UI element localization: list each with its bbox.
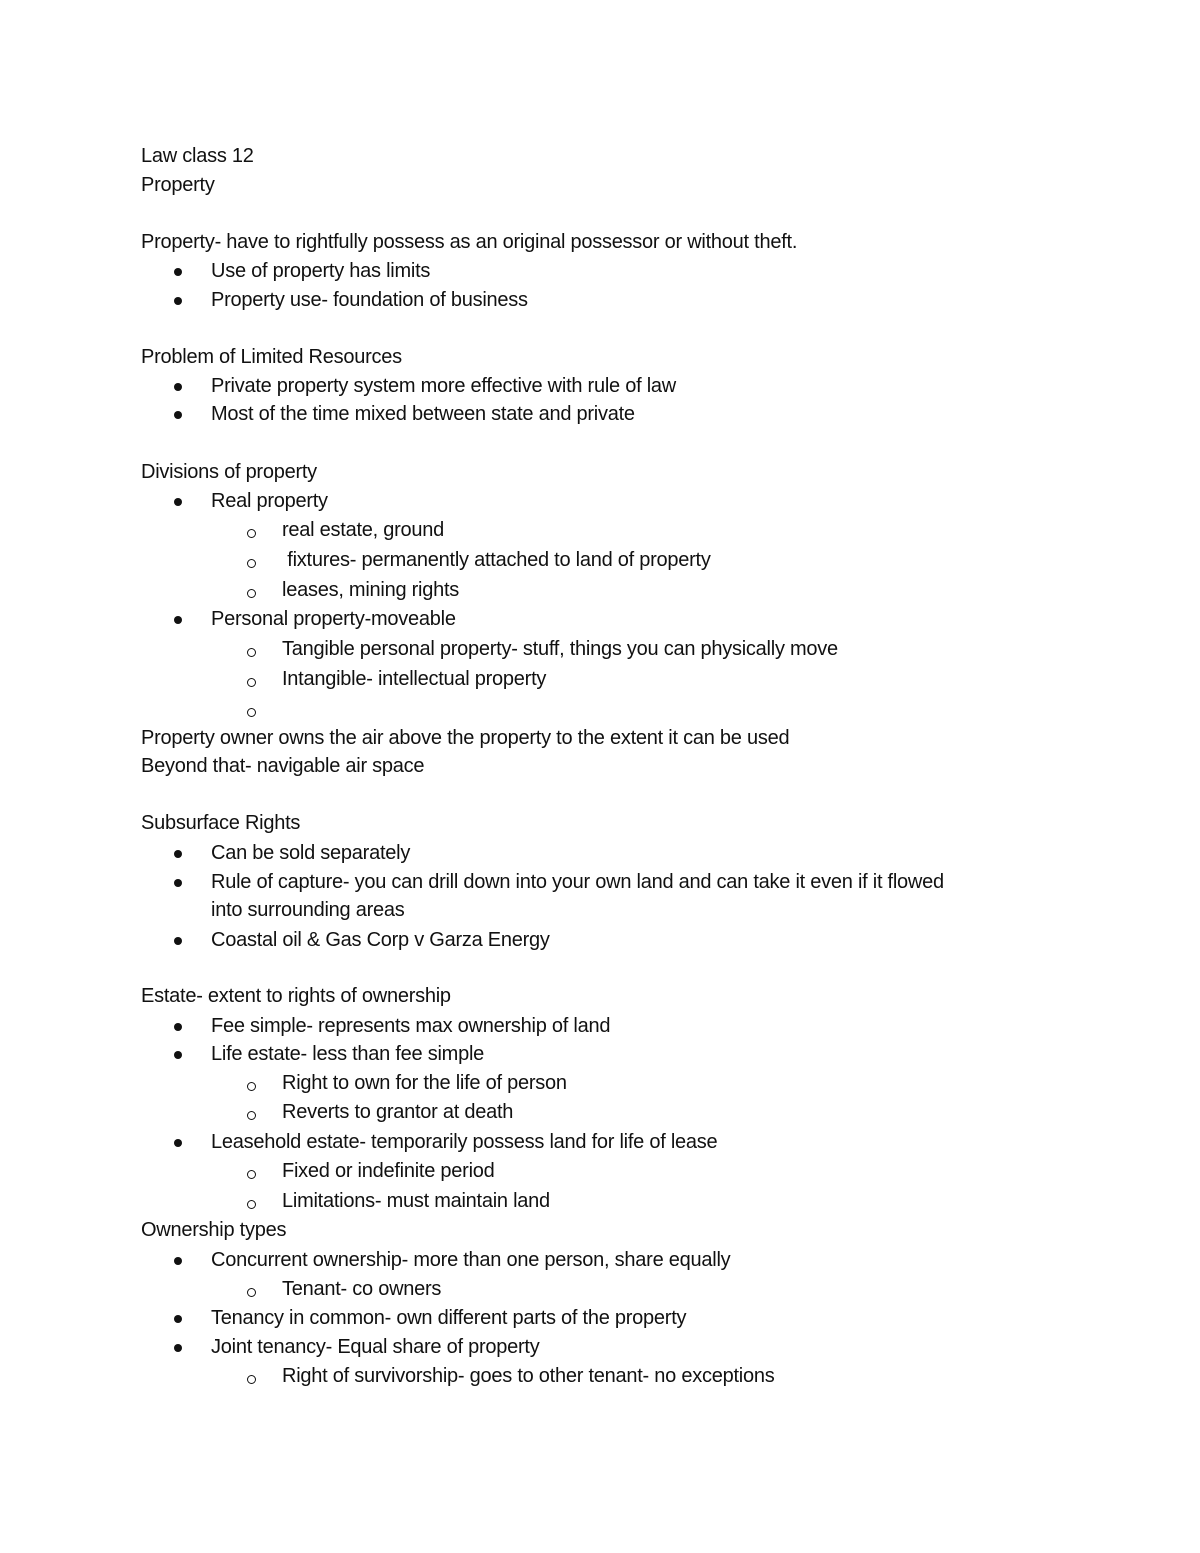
- bullet-dot-icon: [174, 1023, 182, 1031]
- bullet-circle-icon: [247, 589, 256, 598]
- line-text: Divisions of property: [141, 461, 317, 483]
- bullet-dot-icon: [174, 1315, 182, 1323]
- line-text: real estate, ground: [282, 519, 445, 541]
- line-text: leases, mining rights: [282, 579, 460, 601]
- line-text: Rule of capture- you can drill down into your own land and can take it even if it flowed: [211, 871, 944, 893]
- line-text: Beyond that- navigable air space: [141, 755, 425, 777]
- subtitle-text: Property: [141, 174, 215, 196]
- line-text: Property- have to rightfully possess as an original possessor or without theft.: [141, 231, 798, 253]
- line-text: Right of survivorship- goes to other tenant- no exceptions: [282, 1365, 775, 1387]
- line-text: Joint tenancy- Equal share of property: [211, 1336, 540, 1358]
- line-text: Reverts to grantor at death: [282, 1101, 514, 1123]
- line-text: Tangible personal property- stuff, things you can physically move: [282, 638, 838, 660]
- line-text: fixtures- permanently attached to land of property: [282, 549, 711, 571]
- line-text: Use of property has limits: [211, 260, 431, 282]
- line-text: Tenant- co owners: [282, 1278, 442, 1300]
- bullet-dot-icon: [174, 879, 182, 887]
- bullet-circle-icon: [247, 1082, 256, 1091]
- line-text: Intangible- intellectual property: [282, 668, 547, 690]
- line-text: Tenancy in common- own different parts of the property: [211, 1307, 687, 1329]
- bullet-circle-icon: [247, 529, 256, 538]
- bullet-circle-icon: [247, 1200, 256, 1209]
- line-text: Ownership types: [141, 1219, 287, 1241]
- bullet-dot-icon: [174, 498, 182, 506]
- line-text: Coastal oil & Gas Corp v Garza Energy: [211, 929, 550, 951]
- line-text: Limitations- must maintain land: [282, 1190, 550, 1212]
- bullet-dot-icon: [174, 383, 182, 391]
- bullet-dot-icon: [174, 850, 182, 858]
- line-text: Real property: [211, 490, 328, 512]
- line-text: Concurrent ownership- more than one person, share equally: [211, 1249, 731, 1271]
- line-text: Most of the time mixed between state and private: [211, 403, 635, 425]
- line-text: Private property system more effective with rule of law: [211, 375, 676, 397]
- line-text: Property use- foundation of business: [211, 289, 528, 311]
- bullet-circle-icon: [247, 1375, 256, 1384]
- bullet-circle-icon: [247, 708, 256, 717]
- bullet-circle-icon: [247, 559, 256, 568]
- line-text: Leasehold estate- temporarily possess land for life of lease: [211, 1131, 718, 1153]
- bullet-dot-icon: [174, 268, 182, 276]
- line-text: Problem of Limited Resources: [141, 346, 402, 368]
- line-text: Fee simple- represents max ownership of land: [211, 1015, 611, 1037]
- line-text: into surrounding areas: [211, 899, 405, 921]
- bullet-dot-icon: [174, 297, 182, 305]
- line-text: Property owner owns the air above the property to the extent it can be used: [141, 727, 790, 749]
- bullet-dot-icon: [174, 1051, 182, 1059]
- line-text: Can be sold separately: [211, 842, 411, 864]
- bullet-dot-icon: [174, 937, 182, 945]
- line-text: Estate- extent to rights of ownership: [141, 985, 451, 1007]
- bullet-circle-icon: [247, 1170, 256, 1179]
- bullet-circle-icon: [247, 1111, 256, 1120]
- bullet-dot-icon: [174, 411, 182, 419]
- line-text: Fixed or indefinite period: [282, 1160, 495, 1182]
- line-text: Personal property-moveable: [211, 608, 456, 630]
- bullet-dot-icon: [174, 1257, 182, 1265]
- line-text: Right to own for the life of person: [282, 1072, 567, 1094]
- bullet-circle-icon: [247, 1288, 256, 1297]
- line-text: Subsurface Rights: [141, 812, 301, 834]
- bullet-dot-icon: [174, 616, 182, 624]
- title-text: Law class 12: [141, 145, 254, 167]
- line-text: Life estate- less than fee simple: [211, 1043, 485, 1065]
- bullet-circle-icon: [247, 648, 256, 657]
- bullet-dot-icon: [174, 1139, 182, 1147]
- bullet-dot-icon: [174, 1344, 182, 1352]
- bullet-circle-icon: [247, 678, 256, 687]
